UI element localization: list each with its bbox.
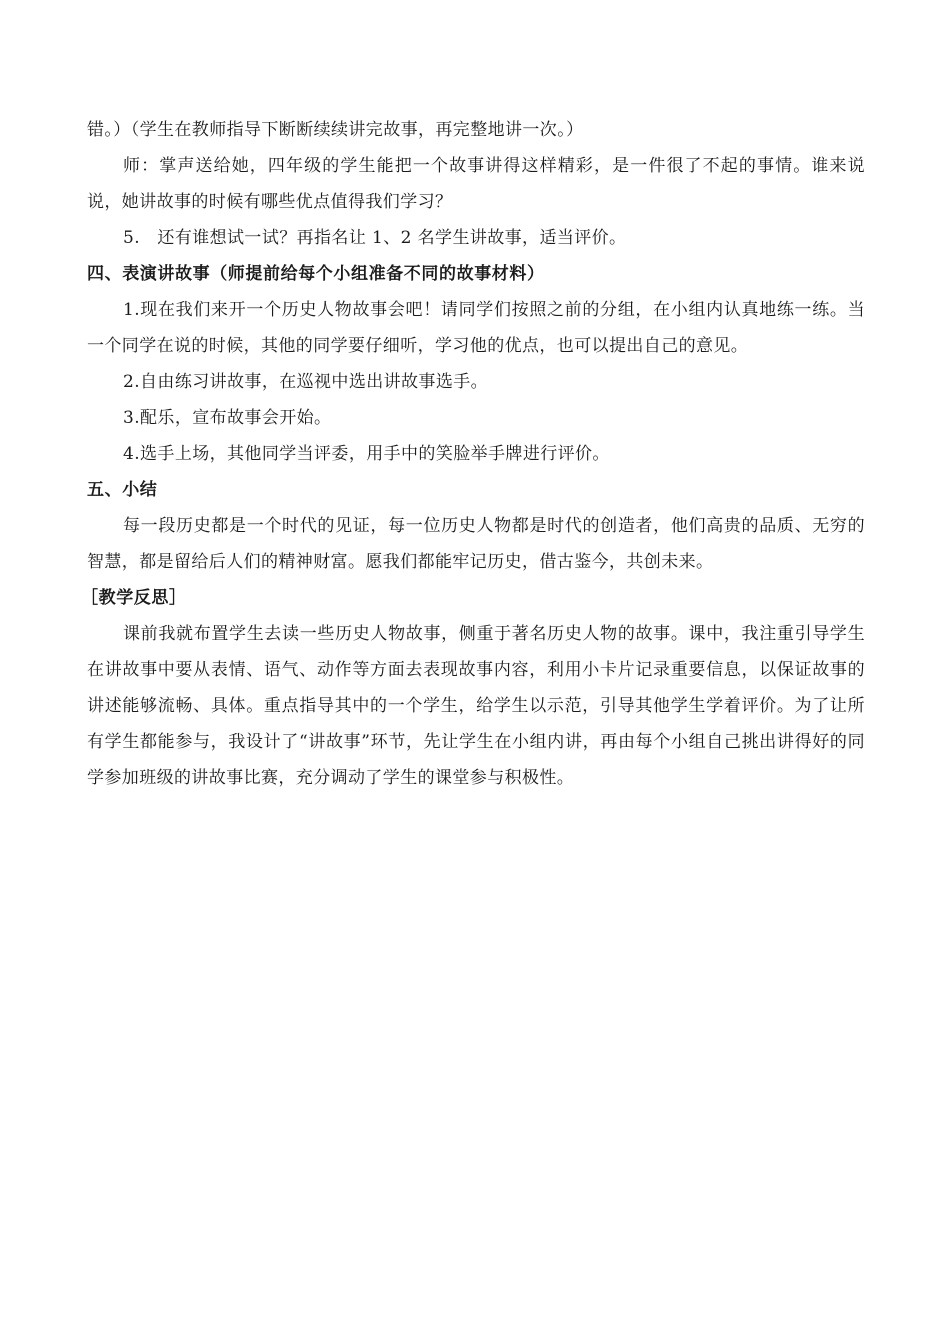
section-heading-summary: 五、小结 <box>87 480 158 500</box>
paragraph-continuation: 错。）（学生在教师指导下断断续续讲完故事，再完整地讲一次。） <box>87 120 584 140</box>
list-item: 4.选手上场，其他同学当评委，用手中的笑脸举手牌进行评价。 <box>123 444 610 464</box>
list-item: 3.配乐，宣布故事会开始。 <box>123 408 332 428</box>
paragraph-summary: 每一段历史都是一个时代的见证，每一位历史人物都是时代的创造者，他们高贵的品质、无穷的智慧，都是留给后人们的精神财富。愿我们都能牢记历史，借古鉴今，共创未来。 <box>87 516 865 572</box>
document-body <box>81 112 865 796</box>
list-item: 1.现在我们来开一个历史人物故事会吧！请同学们按照之前的分组，在小组内认真地练一练。当一个同学在说的时候，其他的同学要仔细听，学习他的优点，也可以提出自己的意见。 <box>87 300 865 356</box>
paragraph-teacher-remark: 师：掌声送给她，四年级的学生能把一个故事讲得这样精彩，是一件很了不起的事情。谁来说说，她讲故事的时候有哪些优点值得我们学习？ <box>87 156 865 212</box>
section-heading-performance: 四、表演讲故事（师提前给每个小组准备不同的故事材料） <box>87 264 545 284</box>
paragraph-step-5: 5. 还有谁想试一试？再指名让 1、2 名学生讲故事，适当评价。 <box>123 228 627 248</box>
list-item: 2.自由练习讲故事，在巡视中选出讲故事选手。 <box>123 372 489 392</box>
section-heading-reflection: ［教学反思］ <box>81 588 187 608</box>
paragraph-reflection: 课前我就布置学生去读一些历史人物故事，侧重于著名历史人物的故事。课中，我注重引导学生在讲故事中要从表情、语气、动作等方面去表现故事内容，利用小卡片记录重要信息，以保证故事的讲述能够流畅、具体。重点指导其中的一个学生，给学生以示范，引导其他学生学着评价。为了让所有学生都能参与，我设计了“讲故事”环节，先让学生在小组内讲，再由每个小组自己挑出讲得好的同学参加班级的讲故事比赛，充分调动了学生的课堂参与积极性。 <box>87 624 865 788</box>
